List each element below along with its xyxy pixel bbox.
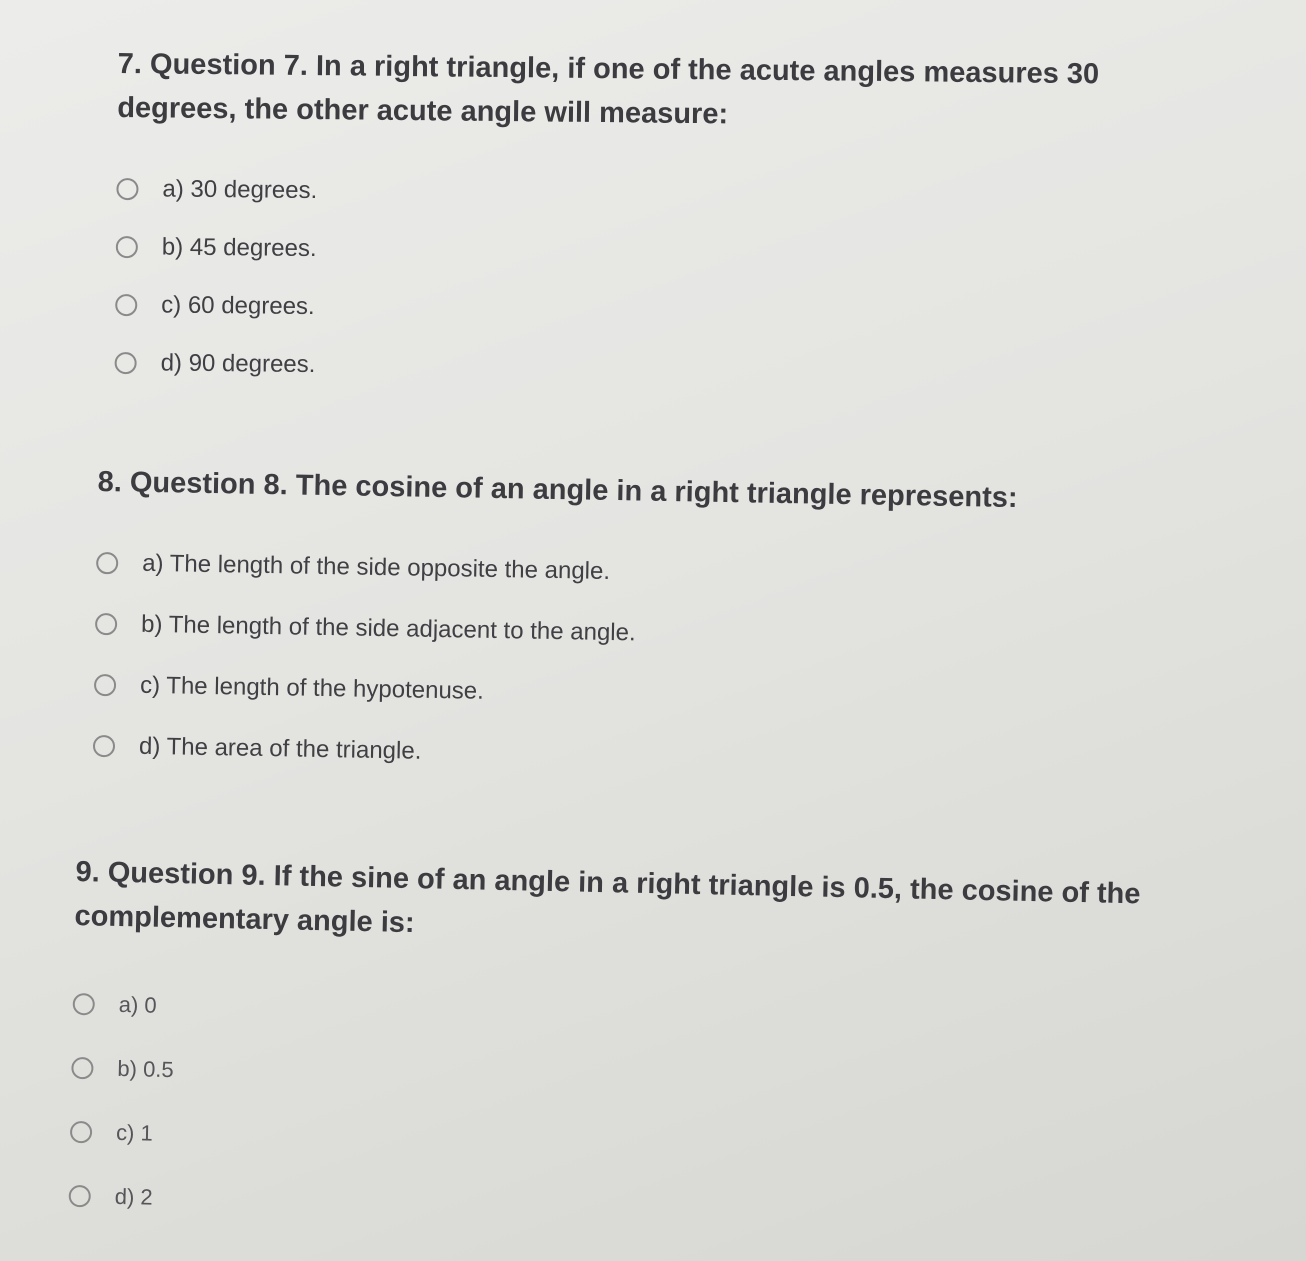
option-label: b) 45 degrees. [161, 233, 317, 263]
radio-icon[interactable] [116, 178, 138, 200]
question-9-options [68, 972, 1243, 1252]
option-label: c) 60 degrees. [161, 291, 315, 321]
radio-icon[interactable] [95, 612, 117, 634]
question-8-options [92, 532, 1156, 794]
option-label: d) 90 degrees. [160, 349, 316, 379]
question-7-options [114, 160, 1206, 403]
option-label: c) 1 [115, 1119, 154, 1146]
question-9 [68, 850, 1246, 1252]
option-label: a) 0 [118, 991, 157, 1018]
radio-icon[interactable] [115, 352, 137, 374]
option-label: d) 2 [114, 1183, 153, 1210]
radio-icon[interactable] [96, 551, 118, 573]
question-7-text: 7. Question 7. In a right triangle, if one of the acute angles measures 30 degrees, the other acute angle will measure: [117, 47, 1100, 131]
option-label: b) The length of the side adjacent to the angle. [140, 610, 636, 646]
question-7-option-d[interactable] [114, 334, 1205, 403]
question-9-text: 9. Question 9. If the sine of an angle in a right triangle is 0.5, the cosine of the complementary angle is: [74, 855, 1141, 940]
radio-icon[interactable] [94, 673, 116, 695]
option-label: b) 0.5 [117, 1055, 174, 1083]
radio-icon[interactable] [116, 236, 138, 258]
question-8-text: 8. Question 8. The cosine of an angle in a right triangle represents: [97, 465, 1018, 515]
radio-icon[interactable] [115, 294, 137, 316]
question-8 [92, 460, 1157, 794]
radio-icon[interactable] [71, 1057, 93, 1079]
radio-icon[interactable] [93, 734, 115, 756]
option-label: d) The area of the triangle. [138, 732, 422, 765]
option-label: a) The length of the side opposite the angle. [141, 549, 611, 585]
radio-icon[interactable] [73, 993, 95, 1015]
question-7 [114, 42, 1208, 403]
radio-icon[interactable] [69, 1185, 91, 1207]
option-label: c) The length of the hypotenuse. [139, 671, 485, 705]
option-label: a) 30 degrees. [162, 175, 318, 205]
radio-icon[interactable] [70, 1121, 92, 1143]
